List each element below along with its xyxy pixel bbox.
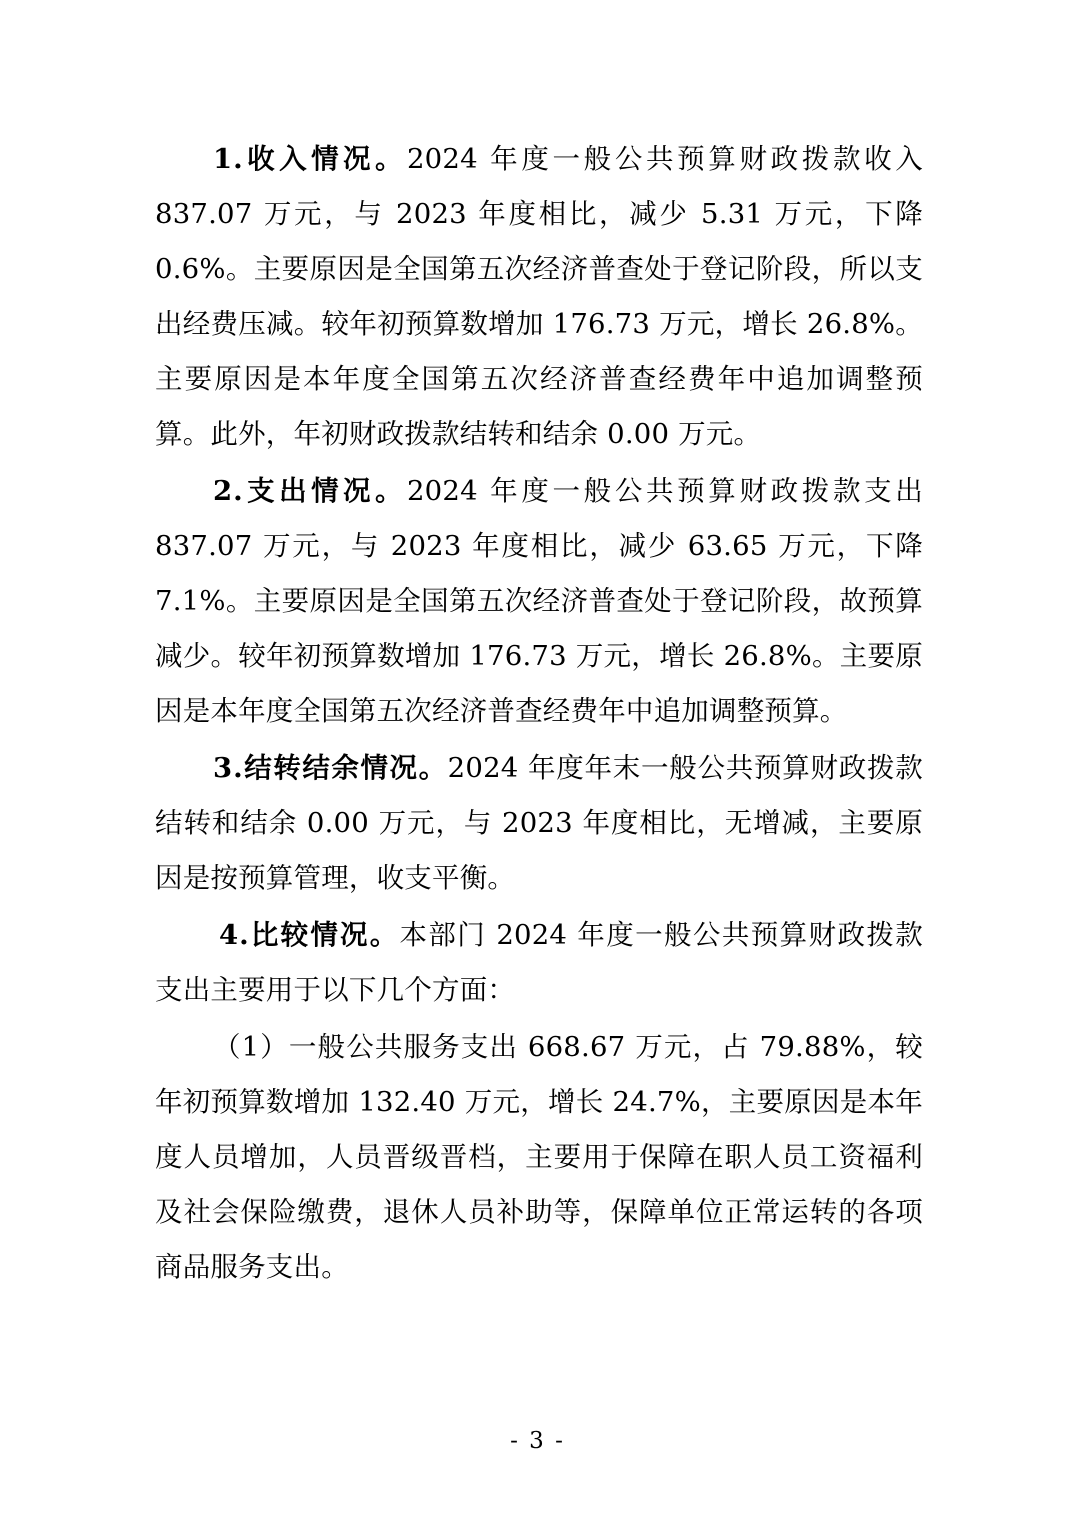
paragraph-lead-comparison: 4.比较情况。 [219,919,400,951]
paragraph-text-comparison: 本部门 2024 年度一般公共预算财政拨款支出主要用于以下几个方面： [155,919,923,1006]
paragraph-expenditure [155,464,923,739]
paragraph-lead-expenditure: 2.支出情况。 [213,475,407,507]
document-body [155,132,923,1295]
paragraph-text-income: 2024 年度一般公共预算财政拨款收入 837.07 万元，与 2023 年度相比，减少 5.31 万元，下降 0.6%。主要原因是全国第五次经济普查处于登记阶段，所以支出经费压减。较年初预算数增加 176.73 万元，增长 26.8%。主要原因是本年度全国第五次经济普查经费年中追加调整预算。此外，年初财政拨款结转和结余 0.00 万元。 [155,143,923,450]
paragraph-lead-income: 1.收入情况。 [213,143,407,175]
paragraph-income [155,132,923,462]
paragraph-lead-carryover: 3.结转结余情况。 [213,752,448,784]
paragraph-text-expenditure: 2024 年度一般公共预算财政拨款支出 837.07 万元，与 2023 年度相比，减少 63.65 万元，下降 7.1%。主要原因是全国第五次经济普查处于登记阶段，故预算减少。较年初预算数增加 176.73 万元，增长 26.8%。主要原因是本年度全国第五次经济普查经费年中追加调整预算。 [155,475,923,727]
paragraph-text-carryover: 2024 年度年末一般公共预算财政拨款结转和结余 0.00 万元，与 2023 年度相比，无增减，主要原因是按预算管理，收支平衡。 [155,752,923,894]
paragraph-carryover [155,741,923,906]
page-footer [0,1428,1075,1454]
paragraph-comparison [155,908,923,1018]
paragraph-text-item-1: （1）一般公共服务支出 668.67 万元，占 79.88%，较年初预算数增加 132.40 万元，增长 24.7%，主要原因是本年度人员增加，人员晋级晋档，主要用于保障在职人员工资福利及社会保险缴费，退休人员补助等，保障单位正常运转的各项商品服务支出。 [155,1031,923,1283]
page-number: - 3 - [510,1428,565,1454]
paragraph-item-1 [155,1020,923,1295]
